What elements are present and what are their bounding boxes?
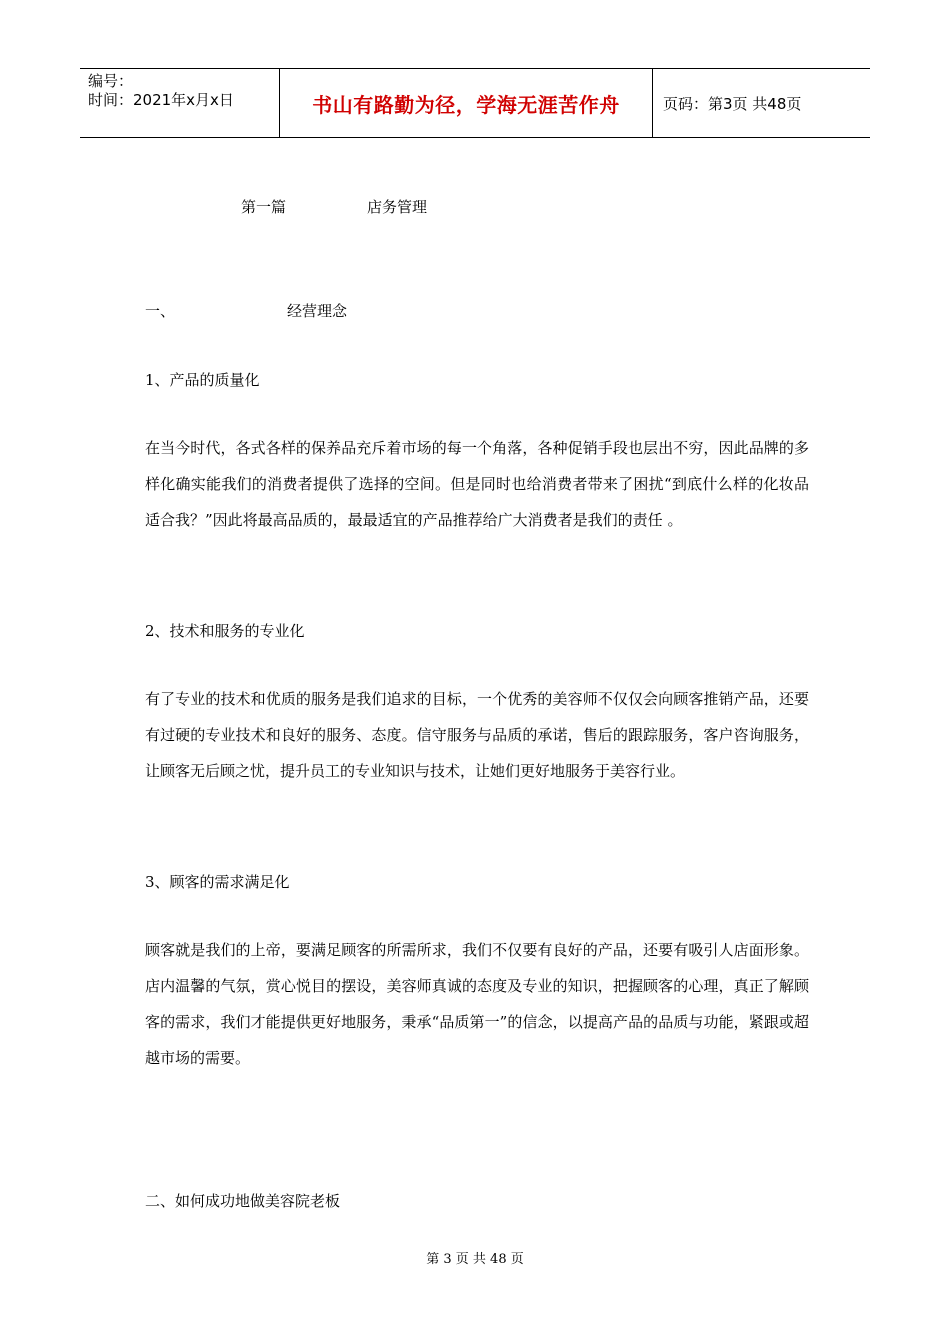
item-heading: 1、产品的质量化	[145, 371, 260, 389]
part-number: 第一篇	[241, 198, 287, 216]
section-title: 二、如何成功地做美容院老板	[145, 1192, 341, 1210]
document-time-label: 时间：2021年x月x日	[88, 91, 234, 109]
item-body: 在当今时代，各式各样的保养品充斥着市场的每一个角落，各种促销手段也层出不穷，因此品牌的多样化确实能我们的消费者提供了选择的空间。但是同时也给消费者带来了困扰“到底什么样的化妆品适合我？”因此将最高品质的，最最适宜的产品推荐给广大消费者是我们的责任 。	[145, 439, 809, 529]
item-body: 顾客就是我们的上帝，要满足顾客的所需所求，我们不仅要有良好的产品，还要有吸引人店面形象。店内温馨的气氛，赏心悦目的摆设，美容师真诚的态度及专业的知识，把握顾客的心理，真正了解顾客的需求，我们才能提供更好地服务，秉承“品质第一”的信念，以提高产品的品质与功能，紧跟或超越市场的需要。	[145, 941, 809, 1067]
section-number: 一、	[145, 302, 176, 320]
page-header	[80, 68, 870, 138]
section-title: 经营理念	[287, 302, 348, 320]
header-meta	[80, 69, 280, 137]
item-body: 有了专业的技术和优质的服务是我们追求的目标，一个优秀的美容师不仅仅会向顾客推销产品，还要有过硬的专业技术和良好的服务、态度。信守服务与品质的承诺，售后的跟踪服务，客户咨询服务，让顾客无后顾之忧，提升员工的专业知识与技术，让她们更好地服务于美容行业。	[145, 690, 809, 780]
page-footer: 第 3 页 共 48 页	[426, 1252, 524, 1267]
part-name: 店务管理	[367, 198, 428, 216]
item-heading: 2、技术和服务的专业化	[145, 622, 305, 640]
header-motto: 书山有路勤为径，学海无涯苦作舟	[280, 69, 653, 137]
document-number-label: 编号：	[88, 72, 134, 90]
item-heading: 3、顾客的需求满足化	[145, 873, 290, 891]
header-page-info: 页码：第3页 共48页	[663, 94, 802, 113]
